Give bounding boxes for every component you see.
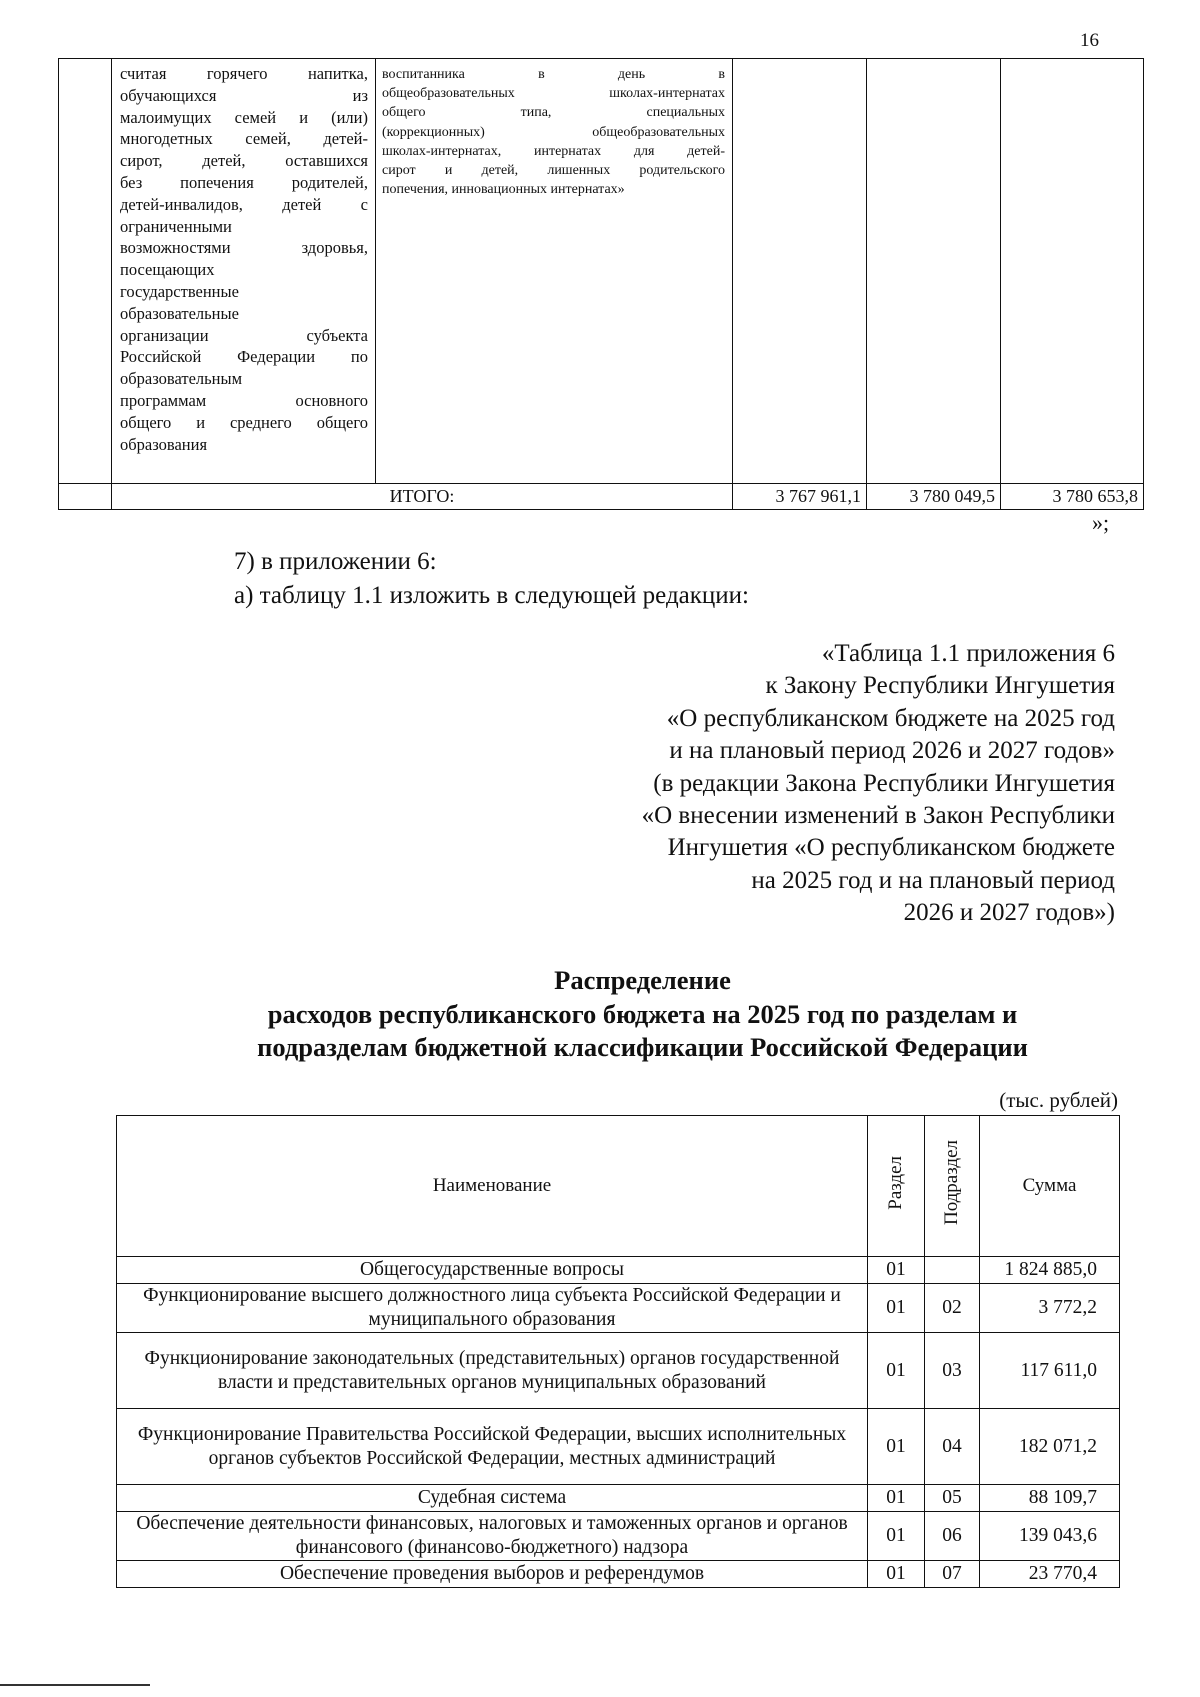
- measure-name-line: государственные: [120, 281, 239, 301]
- row-subsection: 04: [925, 1409, 980, 1485]
- measure-description-line: общего типа, специальных: [382, 105, 725, 121]
- table-row: [117, 1561, 1120, 1588]
- item-7a-text: а) таблицу 1.1 изложить в следующей редакции:: [234, 582, 749, 609]
- measure-description-line: школах-интернатах, интернатах для детей-: [382, 143, 725, 159]
- value-cell-2027: [1001, 59, 1144, 484]
- row-amount: 117 611,0: [980, 1333, 1120, 1409]
- row-section: 01: [868, 1257, 925, 1284]
- row-name: Функционирование Правительства Российской Федерации, высших исполнительных органов субъектов Российской Федерации, местных администраций: [117, 1409, 868, 1485]
- row-number-cell: [59, 59, 112, 484]
- caption-line: к Закону Республики Ингушетия: [765, 672, 1115, 700]
- measure-name-cell: [112, 59, 376, 484]
- measure-name-line: организации субъекта: [120, 325, 368, 345]
- measure-name-line: образовательным: [120, 369, 243, 389]
- row-section: 01: [868, 1284, 925, 1333]
- row-amount: 23 770,4: [980, 1561, 1120, 1588]
- row-amount: 1 824 885,0: [980, 1257, 1120, 1284]
- row-subsection: [925, 1257, 980, 1284]
- row-amount: 182 071,2: [980, 1409, 1120, 1485]
- row-section: 01: [868, 1512, 925, 1561]
- expenditure-table: [116, 1115, 1120, 1588]
- measure-description-text: [382, 65, 725, 199]
- row-subsection: 05: [925, 1485, 980, 1512]
- row-section: 01: [868, 1409, 925, 1485]
- measure-name-line: ограниченными: [120, 216, 232, 236]
- row-amount: 88 109,7: [980, 1485, 1120, 1512]
- caption-line: «О республиканском бюджете на 2025 год: [666, 704, 1115, 732]
- total-2026: 3 780 049,5: [867, 484, 1001, 510]
- row-section: 01: [868, 1333, 925, 1409]
- measure-description-line: сирот и детей, лишенных родительского: [382, 163, 725, 179]
- measure-name-line: общего и среднего общего: [120, 412, 368, 432]
- measure-description-line: (коррекционных) общеобразовательных: [382, 124, 725, 140]
- item-7-heading: 7) в приложении 6:: [234, 548, 437, 575]
- row-amount: 3 772,2: [980, 1284, 1120, 1333]
- table-caption: [642, 638, 1115, 930]
- caption-line: Ингушетия «О республиканском бюджете: [667, 834, 1115, 862]
- title-line: Распределение: [554, 965, 731, 995]
- row-name: Судебная система: [117, 1485, 868, 1512]
- measure-name-line: сирот, детей, оставшихся: [120, 151, 368, 171]
- total-row: [59, 484, 1144, 510]
- measure-name-line: без попечения родителей,: [120, 172, 368, 192]
- measure-name-line: образования: [120, 434, 208, 454]
- units-label: (тыс. рублей): [999, 1088, 1118, 1112]
- measure-name-line: считая горячего напитка,: [120, 64, 368, 83]
- row-name: Функционирование законодательных (представительных) органов государственной власти и представительных органов муниципальных образований: [117, 1333, 868, 1409]
- header-subsection: Подраздел: [925, 1116, 980, 1257]
- measure-name-line: Российской Федерации по: [120, 347, 368, 367]
- measure-name-line: обучающихся из: [120, 85, 368, 105]
- row-name: Обеспечение проведения выборов и референдумов: [117, 1561, 868, 1588]
- measure-description-line: попечения, инновационных интернатах»: [382, 182, 625, 198]
- value-cell-2025: [733, 59, 867, 484]
- page-number: 16: [1080, 30, 1099, 51]
- measure-name-line: возможностями здоровья,: [120, 238, 368, 258]
- row-name: Обеспечение деятельности финансовых, налоговых и таможенных органов и органов финансового (финансово-бюджетного) надзора: [117, 1512, 868, 1561]
- closing-quote: »;: [1092, 510, 1110, 535]
- caption-line: и на плановый период 2026 и 2027 годов»: [669, 737, 1115, 765]
- row-amount: 139 043,6: [980, 1512, 1120, 1561]
- row-name: Общегосударственные вопросы: [117, 1257, 868, 1284]
- measure-name-line: программам основного: [120, 390, 368, 410]
- caption-line: на 2025 год и на плановый период: [751, 866, 1115, 894]
- measure-name-line: образовательные: [120, 303, 239, 323]
- table-row: [117, 1485, 1120, 1512]
- row-subsection: 07: [925, 1561, 980, 1588]
- row-section: 01: [868, 1561, 925, 1588]
- measure-name-text: [120, 63, 368, 455]
- value-cell-2026: [867, 59, 1001, 484]
- title-line: подразделам бюджетной классификации Российской Федерации: [257, 1032, 1028, 1062]
- row-subsection: 02: [925, 1284, 980, 1333]
- caption-line: «Таблица 1.1 приложения 6: [821, 640, 1115, 667]
- table-row: [117, 1257, 1120, 1284]
- row-section: 01: [868, 1485, 925, 1512]
- title-line: расходов республиканского бюджета на 2025 год по разделам и: [267, 998, 1018, 1029]
- continuation-table: [58, 58, 1144, 510]
- header-name: Наименование: [117, 1116, 868, 1257]
- table-row: [117, 1512, 1120, 1561]
- table-row: [117, 1333, 1120, 1409]
- header-amount: Сумма: [980, 1116, 1120, 1257]
- measure-name-line: многодетных семей, детей-: [120, 129, 368, 149]
- measure-description-line: общеобразовательных школах-интернатах: [382, 86, 725, 102]
- table-row: [117, 1409, 1120, 1485]
- caption-line: (в редакции Закона Республики Ингушетия: [653, 769, 1115, 797]
- total-2025: 3 767 961,1: [733, 484, 867, 510]
- caption-line: «О внесении изменений в Закон Республики: [641, 802, 1115, 830]
- measure-name-line: посещающих: [120, 260, 215, 280]
- header-row: [117, 1116, 1120, 1257]
- caption-line: 2026 и 2027 годов»): [903, 899, 1115, 927]
- total-label: ИТОГО:: [112, 484, 733, 510]
- scan-artifact-line: [0, 1684, 150, 1686]
- measure-description-cell: [376, 59, 733, 484]
- document-title: [0, 964, 1200, 1065]
- measure-description-line: воспитанника в день в: [382, 67, 725, 82]
- measure-name-line: детей-инвалидов, детей с: [120, 194, 368, 214]
- header-section: Раздел: [868, 1116, 925, 1257]
- measure-name-line: малоимущих семей и (или): [120, 107, 368, 127]
- total-2027: 3 780 653,8: [1001, 484, 1144, 510]
- row-subsection: 06: [925, 1512, 980, 1561]
- row-subsection: 03: [925, 1333, 980, 1409]
- table-row: [117, 1284, 1120, 1333]
- row-name: Функционирование высшего должностного лица субъекта Российской Федерации и муниципального образования: [117, 1284, 868, 1333]
